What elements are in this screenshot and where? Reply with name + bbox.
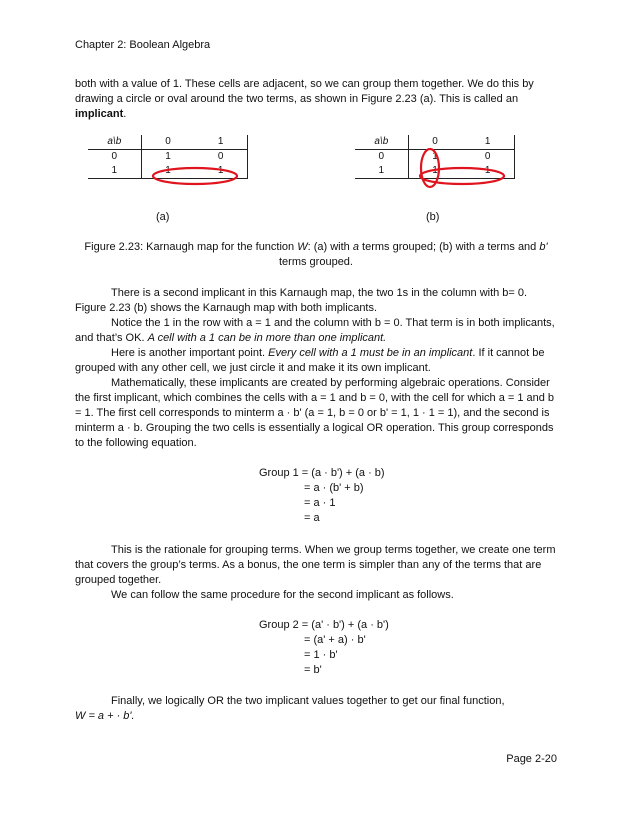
- equation-1-line: Group 1 = (a · b') + (a · b): [259, 467, 385, 479]
- caption-text: terms and: [484, 241, 540, 253]
- kmap-a-table: [88, 135, 248, 179]
- caption-text: terms grouped; (b) with: [358, 241, 479, 253]
- kmap-col-header: 1: [461, 135, 514, 150]
- kmap-corner: a\b: [355, 135, 408, 150]
- kmap-header-row: [355, 135, 515, 150]
- kmap-row: [355, 164, 515, 179]
- kmap-cell: 0: [461, 150, 514, 165]
- caption-var: a: [352, 241, 359, 253]
- paragraph-text: . If it cannot be grouped with any other cell, we just circle it and make it its own implicant.: [75, 347, 545, 374]
- intro-text: both with a value of 1. These cells are adjacent, so we can group them together. We do this by drawing a circle or oval around the two terms, as shown in Figure 2.23 (a). This is called an: [75, 78, 534, 105]
- equation-2-line: = 1 · b': [304, 649, 338, 661]
- paragraph-final-function: [75, 694, 557, 724]
- equation-1-line: = a: [304, 512, 320, 524]
- caption-var: W: [297, 241, 308, 253]
- paragraph-overlap: [75, 316, 557, 346]
- implicant-term: implicant: [75, 108, 124, 120]
- paragraph-text: Notice the 1 in the row with a = 1 and the column with b = 0. That term is in both implicants, and that’s OK.: [75, 317, 555, 344]
- kmap-row-header: 1: [88, 164, 141, 179]
- kmap-corner: a\b: [88, 135, 141, 150]
- kmap-row: [355, 150, 515, 165]
- kmap-cell: 1: [461, 164, 514, 179]
- kmap-col-header: 1: [194, 135, 247, 150]
- paragraph-second-procedure: We can follow the same procedure for the second implicant as follows.: [111, 589, 454, 601]
- paragraph-rationale: This is the rationale for grouping terms. When we group terms together, we create one term that covers the group’s terms. As a bonus, the one term is simpler than any of the terms that are grouped together.: [75, 544, 556, 586]
- kmap-row-header: 0: [355, 150, 408, 165]
- equation-1-line: = a · 1: [304, 497, 336, 509]
- intro-paragraph: [75, 77, 557, 122]
- kmap-cell: 1: [165, 151, 171, 162]
- caption-text: Figure 2.23: Karnaugh map for the function: [84, 241, 298, 253]
- kmap-cell: 1: [141, 164, 194, 179]
- equation-1-line: = a · (b' + b): [304, 482, 364, 494]
- kmap-cell: 1: [194, 164, 247, 179]
- paragraph-text: Finally, we logically OR the two implicant values together to get our final function,: [111, 695, 505, 707]
- kmap-row: [88, 164, 248, 179]
- kmap-b-label: (b): [426, 211, 440, 223]
- paragraph-emphasis: A cell with a 1 can be in more than one implicant.: [147, 332, 387, 344]
- paragraph-important-point: [75, 346, 557, 376]
- paragraph-emphasis: Every cell with a 1 must be in an implicant: [268, 347, 473, 359]
- caption-var: a: [478, 241, 485, 253]
- karnaugh-map-b: [355, 135, 515, 179]
- equation-2-line: = (a' + a) · b': [304, 634, 366, 646]
- caption-var: b': [539, 241, 548, 253]
- karnaugh-map-a: [88, 135, 248, 179]
- caption-text: : (a) with: [307, 241, 353, 253]
- kmap-row-header: 0: [88, 150, 141, 165]
- page-number: Page 2-20: [506, 753, 557, 765]
- kmap-cell: 0: [194, 150, 247, 165]
- running-header: Chapter 2: Boolean Algebra: [75, 39, 211, 51]
- caption-text: terms grouped.: [279, 256, 353, 268]
- equation-2-line: Group 2 = (a' · b') + (a · b'): [259, 619, 389, 631]
- kmap-col-header: 0: [408, 135, 461, 150]
- intro-period: .: [123, 108, 127, 120]
- kmap-cell: 1: [432, 151, 438, 162]
- paragraph-second-implicant: There is a second implicant in this Karnaugh map, the two 1s in the column with b= 0. Figure 2.23 (b) shows the Karnaugh map with both implicants.: [75, 287, 528, 314]
- kmap-cell: 1: [408, 164, 461, 179]
- final-function-formula: W = a + · b'.: [75, 710, 135, 722]
- paragraph-text: Here is another important point.: [111, 347, 269, 359]
- paragraph-algebraic-operations: Mathematically, these implicants are created by performing algebraic operations. Consider the first implicant, which combines the cells with a = 1 and b = 0, with the cell for which a = 1 and b = 1. The first cell corresponds to minterm a · b' (a = 1, b = 0 or b' = 1, 1 · 1 = 1), and the second is minterm a · b. Grouping the two cells is essentially a logical OR operation. This group corresponds to the following equation.: [75, 377, 555, 449]
- kmap-row-header: 1: [355, 164, 408, 179]
- kmap-b-table: [355, 135, 515, 179]
- kmap-row: [88, 150, 248, 165]
- kmap-a-label: (a): [156, 211, 170, 223]
- figure-caption: [75, 240, 557, 270]
- kmap-header-row: [88, 135, 248, 150]
- equation-2-line: = b': [304, 664, 322, 676]
- kmap-col-header: 0: [141, 135, 194, 150]
